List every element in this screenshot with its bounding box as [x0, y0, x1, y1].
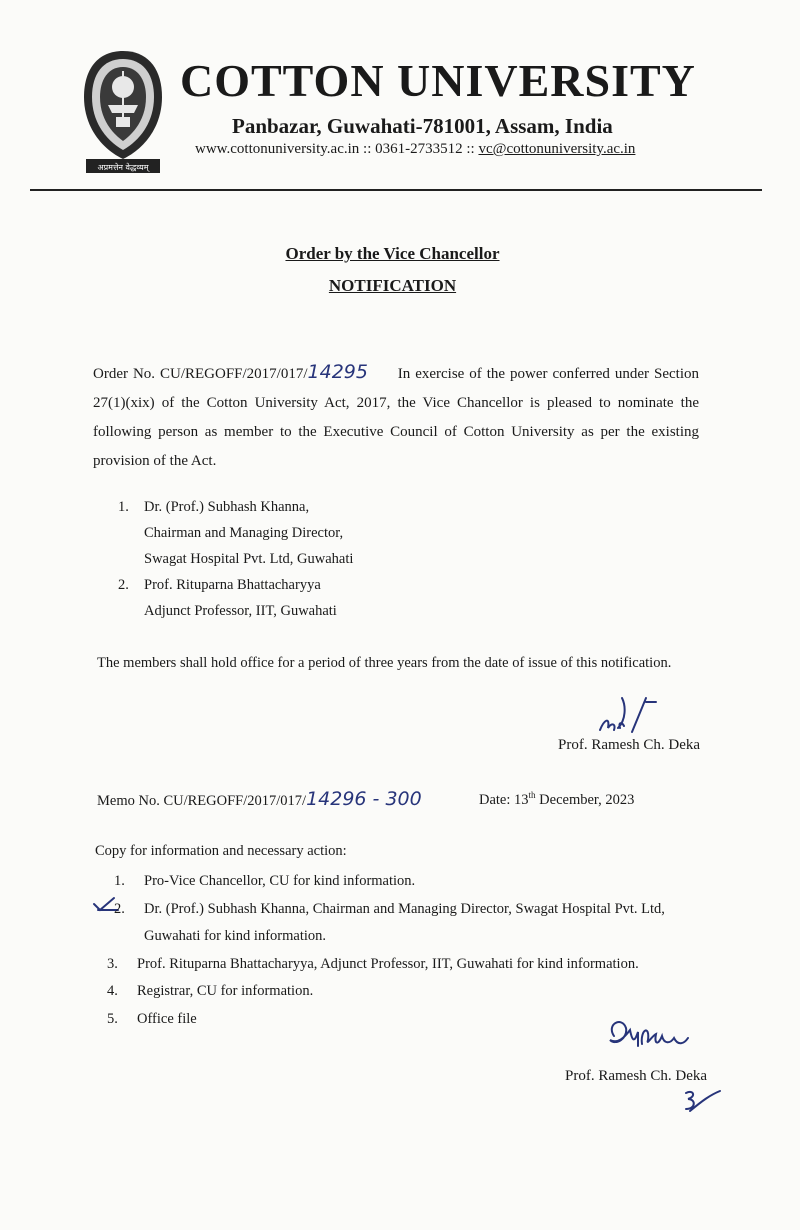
list-number: 4.: [107, 983, 118, 999]
date-label: Date: 13: [479, 791, 529, 808]
university-contact: [195, 141, 635, 158]
list-item: [107, 978, 665, 1006]
notification-title: NOTIFICATION: [328, 276, 457, 295]
list-number: 2.: [114, 900, 125, 917]
handwritten-memo-number: 14296 - 300: [306, 788, 422, 810]
memo-number: [97, 788, 422, 810]
list-item: [107, 868, 665, 896]
handwritten-order-number: 14295: [307, 361, 368, 383]
handwritten-sd-mark: [596, 692, 660, 736]
list-number: 5.: [107, 1010, 118, 1027]
date-rest: December, 2023: [535, 791, 635, 808]
header-divider: [30, 189, 762, 191]
order-title: Order by the Vice Chancellor: [285, 244, 500, 263]
copy-line: Registrar, CU for information.: [137, 983, 314, 999]
nominee-line: Chairman and Managing Director,: [144, 525, 344, 541]
nominee-line: Swagat Hospital Pvt. Ltd, Guwahati: [144, 551, 354, 567]
separator: ::: [466, 141, 475, 157]
memo-prefix: Memo No. CU/REGOFF/2017/017/: [97, 793, 307, 809]
list-item: [118, 494, 353, 572]
nominee-line: Prof. Rituparna Bhattacharyya: [144, 577, 321, 593]
list-item: [107, 896, 665, 951]
list-number: 3.: [107, 955, 118, 972]
nominee-line: Adjunct Professor, IIT, Guwahati: [144, 603, 337, 619]
motto-text: अप्रमत्तेन वेद्धव्यम्: [97, 163, 149, 172]
phone-text: 0361-2733512: [375, 141, 463, 157]
university-name: COTTON UNIVERSITY: [180, 55, 696, 106]
nominee-list: [118, 494, 353, 624]
order-number-prefix: Order No. CU/REGOFF/2017/017/: [93, 366, 308, 382]
copy-line: Office file: [137, 1010, 197, 1027]
date-suffix: th: [528, 790, 536, 800]
university-seal-logo: [78, 47, 168, 177]
email-link[interactable]: vc@cottonuniversity.ac.in: [478, 141, 636, 157]
copy-line: Dr. (Prof.) Subhash Khanna, Chairman and Managing Director, Swagat Hospital Pvt. Ltd,: [144, 900, 665, 917]
copy-line: Prof. Rituparna Bhattacharyya, Adjunct Professor, IIT, Guwahati for kind information.: [137, 955, 639, 972]
list-number: 1.: [114, 873, 125, 889]
order-paragraph: [93, 358, 699, 476]
copy-line: Pro-Vice Chancellor, CU for kind information.: [144, 873, 416, 889]
list-item: [107, 1006, 665, 1034]
copy-intro: Copy for information and necessary action:: [95, 843, 347, 859]
list-number: 1.: [118, 499, 129, 515]
signatory-name: Prof. Ramesh Ch. Deka: [565, 1068, 708, 1084]
list-item: [107, 951, 665, 979]
nominee-line: Dr. (Prof.) Subhash Khanna,: [144, 499, 310, 515]
memo-date: [479, 790, 634, 809]
list-item: [118, 572, 353, 624]
order-body: In exercise of the power conferred under Section 27(1)(xix) of the Cotton University Act, 2017, the Vice Chancellor is pleased to nominate the following person as member to the Executive Council of Cotton University as per the existing provision of the Act.: [93, 366, 699, 469]
university-address: Panbazar, Guwahati-781001, Assam, India: [232, 114, 613, 138]
website-text: www.cottonuniversity.ac.in: [195, 141, 360, 157]
copy-list: [107, 868, 665, 1033]
terms-text: The members shall hold office for a period of three years from the date of issue of this notification.: [97, 655, 672, 671]
copy-line: Guwahati for kind information.: [144, 928, 327, 944]
handwritten-initial: [682, 1085, 722, 1113]
handwritten-signature: [600, 1010, 700, 1058]
separator: ::: [363, 141, 372, 157]
list-number: 2.: [118, 577, 129, 593]
signatory-name: Prof. Ramesh Ch. Deka: [558, 737, 701, 753]
